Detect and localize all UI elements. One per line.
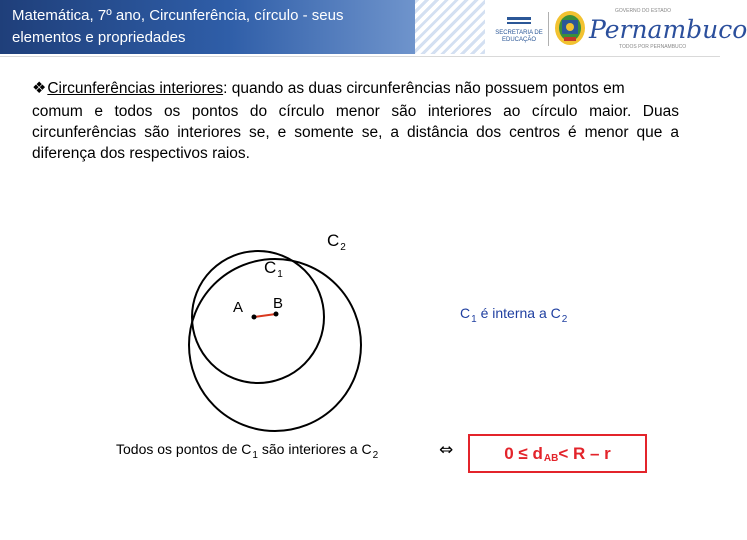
heading-term: Circunferências interiores [47,80,224,97]
relation-label: $C_1$ é interna a $C_2$ [460,305,568,325]
pernambuco-logo-sub: TODOS POR PERNAMBUCO [619,44,687,50]
heading-rest: : quando as duas circunferências não possuem pontos em [223,80,625,97]
pernambuco-logo-top: GOVERNO DO ESTADO [615,8,672,14]
slide-title: Matemática, 7º ano, Circunferência, círculo - seus elementos e propriedades [12,7,344,46]
label-point-a: A [233,299,244,316]
point-a-dot [252,315,257,320]
label-point-b: B [273,295,284,312]
iff-symbol: ⇔ [439,440,454,460]
label-c1: $C_1$ [264,258,283,280]
point-b-dot [274,312,279,317]
secretaria-logo-text: SECRETARIA DE EDUCAÇÃO [495,30,543,43]
interior-statement: Todos os pontos de $C_1$ são interiores a $C_2$ [116,441,379,461]
formula-box: 0 ≤ d AB < R – r [468,434,647,473]
pernambuco-logo-name: Pernambuco [589,15,747,44]
definition-paragraph: comum e todos os pontos do círculo menor são interiores ao círculo maior. Duas circunferências são interiores se, e somente se, a distância dos centros é menor que a diferença dos respectivos raios. [32,103,679,162]
diamond-bullet-icon: ❖ [32,80,47,97]
segment-ab [254,314,276,317]
label-c2: $C_2$ [327,231,346,253]
circle-c2 [189,259,361,431]
